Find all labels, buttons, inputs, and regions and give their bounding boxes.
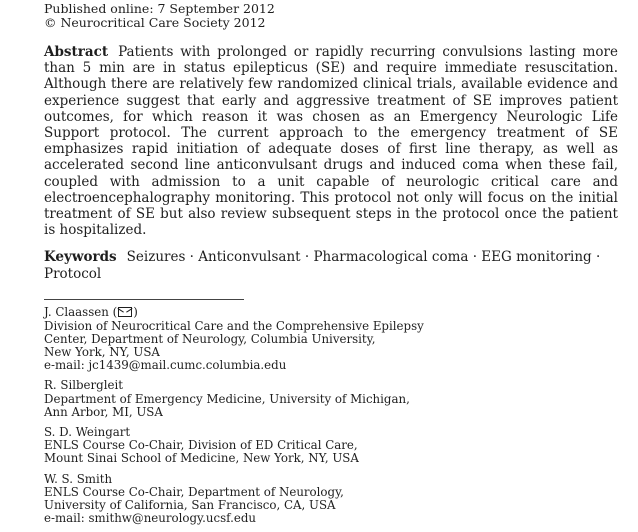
author-email[interactable]: e-mail: smithw@neurology.ucsf.edu	[44, 511, 256, 526]
keywords-heading: Keywords	[44, 249, 117, 266]
keywords-text: Seizures · Anticonvulsant · Pharmacological coma · EEG monitoring · Protocol	[44, 249, 601, 283]
mail-icon[interactable]	[118, 307, 132, 317]
affiliation-line: ENLS Course Co-Chair, Division of ED Critical Care,	[44, 438, 358, 453]
affiliation-line: ENLS Course Co-Chair, Department of Neurology,	[44, 484, 344, 499]
affiliation-line: Center, Department of Neurology, Columbia University,	[44, 331, 376, 346]
abstract-heading: Abstract	[44, 44, 109, 60]
abstract-text: Patients with prolonged or rapidly recurring convulsions lasting more than 5 min are in status epilepticus (SE) and require immediate resuscitation. Although there are relatively few randomized clinical trials, available evidence and experience suggest that early and aggressive treatment of SE improves patient outcomes, for which reason it was chosen as an Emergency Neurologic Life Support protocol. The current approach to the emergency treatment of SE emphasizes rapid initiation of adequate doses of first line therapy, as well as accelerated second line anticonvulsant drugs and induced coma when these fail, coupled with admission to a unit capable of neurologic critical care and electroencephalography monitoring. This protocol not only will focus on the initial treatment of SE but also review subsequent steps in the protocol once the patient is hospitalized.	[44, 44, 618, 239]
author-email[interactable]: e-mail: jc1439@mail.cumc.columbia.edu	[44, 358, 287, 373]
author-silbergleit	[44, 379, 618, 419]
publication-info	[44, 2, 618, 30]
keywords-section	[44, 249, 618, 283]
author-claassen	[44, 306, 618, 372]
affiliation-divider	[44, 299, 244, 300]
author-smith	[44, 473, 618, 526]
author-weingart	[44, 426, 618, 466]
author-name: J. Claassen ( )	[44, 305, 138, 320]
affiliation-line: Division of Neurocritical Care and the Comprehensive Epilepsy	[44, 318, 424, 333]
author-name: W. S. Smith	[44, 471, 113, 486]
affiliation-line: Mount Sinai School of Medicine, New York, NY, USA	[44, 451, 359, 466]
affiliation-line: New York, NY, USA	[44, 345, 160, 360]
copyright-notice: © Neurocritical Care Society 2012	[44, 15, 266, 30]
abstract-section	[44, 44, 618, 238]
affiliation-line: Ann Arbor, MI, USA	[44, 404, 163, 419]
author-affiliations	[44, 306, 618, 525]
affiliation-line: University of California, San Francisco, CA, USA	[44, 498, 336, 513]
author-name: S. D. Weingart	[44, 425, 131, 440]
affiliation-line: Department of Emergency Medicine, University of Michigan,	[44, 391, 410, 406]
author-name: R. Silbergleit	[44, 378, 124, 393]
article-page	[44, 2, 618, 532]
published-online-date: Published online: 7 September 2012	[44, 1, 275, 16]
